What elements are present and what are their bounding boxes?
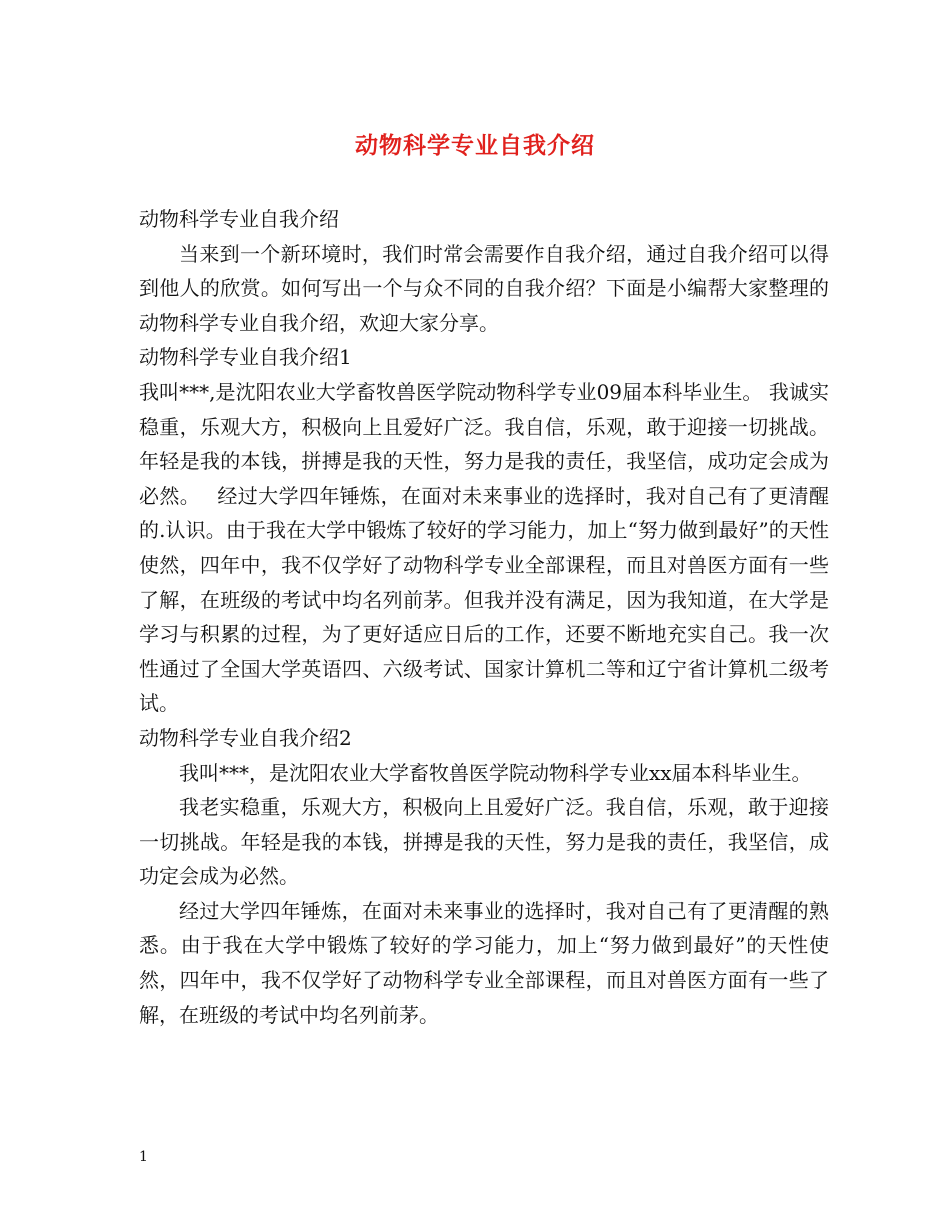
page-number: 1 (139, 1149, 148, 1165)
section-heading: 动物科学专业自我介绍1 (139, 345, 352, 370)
body-paragraph: 我老实稳重，乐观大方，积极向上且爱好广泛。我自信，乐观，敢于迎接一切挑战。年轻是我的本钱，拼搏是我的天性，努力是我的责任，我坚信，成功定会成为必然。 (139, 795, 829, 889)
document-title: 动物科学专业自我介绍 (355, 132, 595, 159)
body-paragraph: 我叫***，是沈阳农业大学畜牧兽医学院动物科学专业xx届本科毕业生。 (179, 760, 812, 785)
intro-paragraph: 当来到一个新环境时，我们时常会需要作自我介绍，通过自我介绍可以得到他人的欣赏。如何写出一个与众不同的自我介绍？下面是小编帮大家整理的动物科学专业自我介绍，欢迎大家分享。 (139, 241, 829, 335)
body-paragraph: 我叫***,是沈阳农业大学畜牧兽医学院动物科学专业09届本科毕业生。 我诚实稳重，乐观大方，积极向上且爱好广泛。我自信，乐观，敢于迎接一切挑战。年轻是我的本钱，拼搏是我的天性，努力是我的责任，我坚信，成功定会成为必然。 经过大学四年锤炼，在面对未来事业的选择时，我对自己有了更清醒的.认识。由于我在大学中锻炼了较好的学习能力，加上“努力做到最好”的天性使然，四年中，我不仅学好了动物科学专业全部课程，而且对兽医方面有一些了解，在班级的考试中均名列前茅。但我并没有满足，因为我知道，在大学是学习与积累的过程，为了更好适应日后的工作，还要不断地充实自己。我一次性通过了全国大学英语四、六级考试、国家计算机二等和辽宁省计算机二级考试。 (139, 379, 829, 716)
document-body (139, 202, 829, 1032)
section-heading: 动物科学专业自我介绍 (139, 207, 339, 231)
section-heading: 动物科学专业自我介绍2 (139, 725, 352, 750)
body-paragraph: 经过大学四年锤炼，在面对未来事业的选择时，我对自己有了更清醒的熟悉。由于我在大学中锻炼了较好的学习能力，加上“努力做到最好”的天性使然，四年中，我不仅学好了动物科学专业全部课程，而且对兽医方面有一些了解，在班级的考试中均名列前茅。 (139, 898, 829, 1027)
